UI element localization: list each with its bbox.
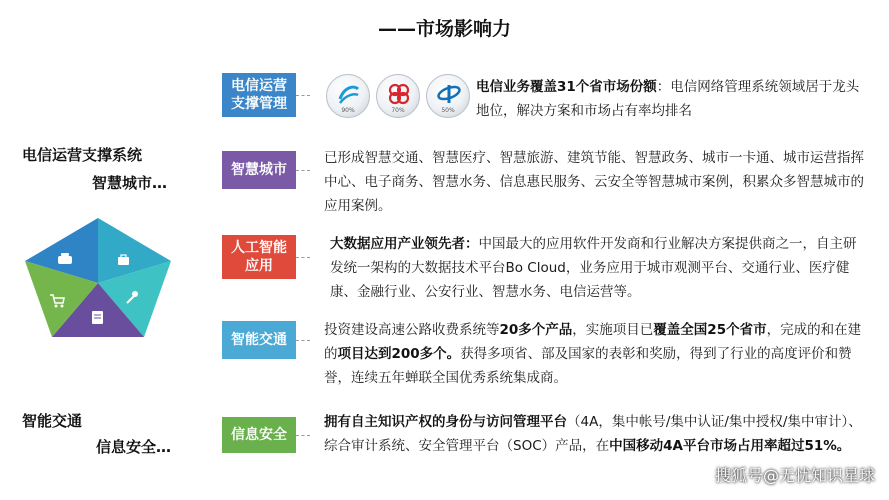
- desc-security: [324, 410, 864, 458]
- desc-smart-city-text: 已形成智慧交通、智慧医疗、智慧旅游、建筑节能、智慧政务、城市一卡通、城市运营指挥中心、电子商务、智慧水务、信息惠民服务、云安全等智慧城市案例，积累众多智慧城市的应用案例。: [324, 150, 864, 214]
- desc-traffic-text: ，完成的和在建的: [324, 322, 862, 362]
- desc-security-text: （4A，集中帐号/集中认证/集中授权/集中审计）、综合审计系统、安全管理平台（SOC）产品，在: [324, 414, 862, 454]
- document-icon: [92, 311, 103, 324]
- watermark: 搜狐号@无忧知识星球: [714, 466, 875, 485]
- desc-telecom: [476, 75, 866, 123]
- connector-line: [296, 435, 310, 436]
- china-unicom-logo: [376, 74, 420, 118]
- desc-traffic-text: ，实施项目已: [572, 322, 654, 338]
- connector-line: [296, 257, 310, 258]
- china-telecom-logo: [426, 74, 470, 118]
- desc-traffic-text: 获得多项省、部及国家的表彰和奖励，得到了行业的高度评价和赞誉，连续五年蝉联全国优秀系统集成商。: [324, 346, 852, 386]
- page-title: ——市场影响力: [377, 18, 511, 40]
- desc-ai: [330, 232, 864, 304]
- category-security-label: 信息安全: [231, 427, 287, 443]
- desc-telecom-bold: 电信业务覆盖31个省市场份额: [476, 79, 657, 95]
- china-mobile-icon: [336, 81, 362, 107]
- logo-pct: 50%: [441, 107, 455, 114]
- desc-security-bold: 中国移动4A平台市场占用率超过51%。: [609, 438, 851, 454]
- left-label-smart-city: 智慧城市…: [92, 174, 168, 192]
- logo-pct: 70%: [391, 107, 405, 114]
- category-ai-label: 人工智能 应用: [231, 240, 287, 274]
- desc-traffic-text: 投资建设高速公路收费系统等: [324, 322, 500, 338]
- desc-ai-text: 中国最大的应用软件开发商和行业解决方案提供商之一，自主研发统一架构的大数据技术平台Bo Cloud，业务应用于城市观测平台、交通行业、医疗健康、金融行业、公安行业、智慧水务、电信运营等。: [330, 236, 857, 300]
- category-smart-city: [222, 151, 296, 189]
- category-traffic-label: 智能交通: [231, 332, 287, 348]
- desc-traffic-bold: 项目达到200多个。: [337, 346, 461, 362]
- desc-telecom-text: ：电信网络管理系统领域居于龙头地位，解决方案和市场占有率均排名: [476, 79, 860, 119]
- pentagon-diagram: [20, 215, 176, 345]
- china-mobile-logo: [326, 74, 370, 118]
- connector-line: [296, 95, 310, 96]
- desc-traffic: [324, 318, 864, 390]
- connector-line: [296, 170, 310, 171]
- category-traffic: [222, 321, 296, 359]
- desc-ai-bold: 大数据应用产业领先者：: [330, 236, 479, 252]
- category-smart-city-label: 智慧城市: [231, 162, 287, 178]
- china-unicom-icon: [386, 81, 412, 107]
- china-telecom-icon: [436, 81, 462, 107]
- desc-security-bold: 拥有自主知识产权的身份与访问管理平台: [324, 414, 567, 430]
- category-ai: [222, 235, 296, 279]
- category-security: [222, 417, 296, 453]
- category-telecom: [222, 73, 296, 117]
- category-telecom-label: 电信运营 支撑管理: [231, 78, 287, 112]
- left-label-telecom: 电信运营支撑系统: [22, 146, 143, 164]
- left-label-traffic: 智能交通: [22, 412, 83, 430]
- left-label-security: 信息安全…: [96, 438, 172, 456]
- connector-line: [296, 340, 310, 341]
- desc-traffic-bold: 覆盖全国25个省市: [653, 322, 767, 338]
- desc-smart-city: [324, 146, 864, 218]
- logo-pct: 90%: [341, 107, 355, 114]
- desc-traffic-bold: 20多个产品: [499, 322, 573, 338]
